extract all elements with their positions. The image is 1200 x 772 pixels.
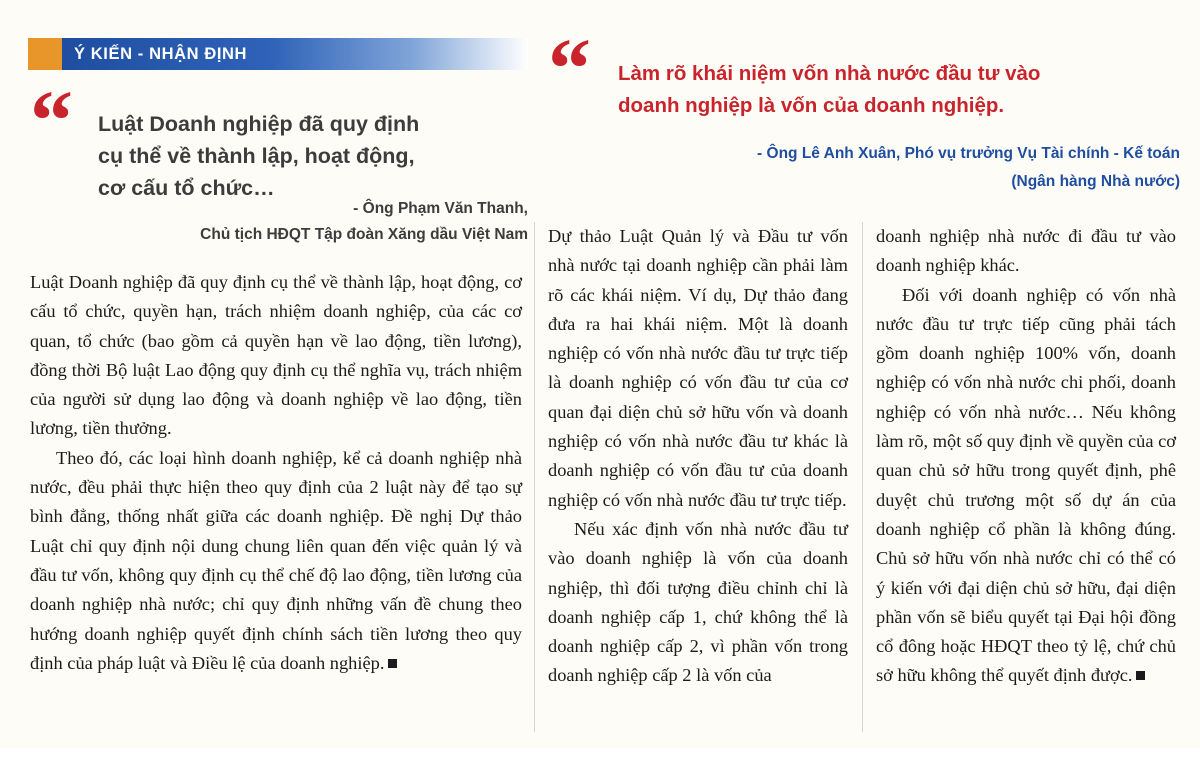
paragraph: Luật Doanh nghiệp đã quy định cụ thể về thành lập, hoạt động, cơ cấu tổ chức, quyền hạn, trách nhiệm doanh nghiệp, của các cơ quan, tổ chức (bao gồm cả quyền hạn về lao động, tiền lương), đồng thời Bộ luật Lao động quy định cụ thể nghĩa vụ, trách nhiệm của người sử dụng lao động và doanh nghiệp về lao động, tiền lương, tiền thưởng.	[30, 272, 522, 439]
paragraph: Dự thảo Luật Quản lý và Đầu tư vốn nhà nước tại doanh nghiệp cần phải làm rõ các khái niệm. Ví dụ, Dự thảo đang đưa ra hai khái niệm. Một là doanh nghiệp có vốn nhà nước đầu tư trực tiếp là doanh nghiệp có vốn đầu tư của cơ quan đại diện chủ sở hữu vốn và doanh nghiệp có vốn nhà nước đầu tư khác là doanh nghiệp có vốn đầu tư của doanh nghiệp có vốn nhà nước đầu tư trực tiếp.	[548, 226, 848, 510]
left-byline-role: Chủ tịch HĐQT Tập đoàn Xăng dầu Việt Nam	[200, 226, 528, 243]
paragraph-text: Đối với doanh nghiệp có vốn nhà nước đầu tư trực tiếp cũng phải tách gồm doanh nghiệp 100% vốn, doanh nghiệp có vốn nhà nước chi phối, doanh nghiệp có vốn nhà nước… Nếu không làm rõ, một số quy định về quyền của cơ quan chủ sở hữu trong quyết định, phê duyệt chủ trương một số dự án của doanh nghiệp cổ phần là không đúng. Chủ sở hữu vốn nhà nước chỉ có thể có ý kiến với đại diện chủ sở hữu, đại diện phần vốn sẽ biểu quyết tại Đại hội đồng cổ đông hoặc HĐQT theo tỷ lệ, chứ chủ sở hữu không thể quyết định được.	[876, 284, 1176, 686]
left-article-byline	[98, 196, 528, 248]
quote-mark-icon-left: “	[30, 72, 69, 168]
left-headline-line-1: Luật Doanh nghiệp đã quy định	[98, 112, 420, 136]
paragraph: Nếu xác định vốn nhà nước đầu tư vào doanh nghiệp là vốn của doanh nghiệp, thì đối tượng điều chỉnh chỉ là doanh nghiệp cấp 1, chứ không thể là doanh nghiệp cấp 2, vì phần vốn trong doanh nghiệp cấp 2 là vốn của	[548, 518, 848, 686]
right-article-byline	[640, 140, 1180, 196]
left-headline-line-2: cụ thể về thành lập, hoạt động,	[98, 144, 415, 168]
left-headline-line-3: cơ cấu tổ chức…	[98, 176, 275, 200]
right-article-headline	[618, 58, 1178, 122]
right-headline-line-2: doanh nghiệp là vốn của doanh nghiệp.	[618, 94, 1005, 117]
section-kicker	[28, 38, 528, 70]
paragraph: doanh nghiệp nhà nước đi đầu tư vào doanh nghiệp khác.	[876, 226, 1176, 276]
left-article-headline	[98, 108, 518, 204]
right-article-body-column-1	[548, 222, 848, 691]
kicker-orange-block	[28, 38, 62, 70]
column-divider-1	[534, 222, 535, 732]
left-byline-name: - Ông Phạm Văn Thanh,	[353, 200, 528, 217]
right-byline-name: - Ông Lê Anh Xuân, Phó vụ trưởng Vụ Tài chính - Kế toán	[757, 145, 1180, 162]
right-article-body-column-2	[876, 222, 1176, 691]
paragraph	[30, 444, 522, 678]
end-of-article-mark	[1136, 671, 1145, 680]
paragraph-text: Theo đó, các loại hình doanh nghiệp, kể cả doanh nghiệp nhà nước, đều phải thực hiện theo quy định của 2 luật này để tạo sự bình đẳng, thống nhất giữa các doanh nghiệp. Đề nghị Dự thảo Luật chỉ quy định nội dung chung liên quan đến việc quản lý và đầu tư vốn, không quy định cụ thể chế độ lao động, tiền lương của doanh nghiệp nhà nước; chỉ quy định những vấn đề chung theo hướng doanh nghiệp quyết định chính sách tiền lương theo quy định của pháp luật và Điều lệ của doanh nghiệp.	[30, 447, 522, 673]
kicker-gradient-bar	[62, 38, 528, 70]
kicker-label: Ý KIẾN - NHẬN ĐỊNH	[74, 44, 248, 63]
left-article-body	[30, 268, 522, 678]
column-divider-2	[862, 222, 863, 732]
right-byline-role: (Ngân hàng Nhà nước)	[1011, 173, 1180, 190]
right-headline-line-1: Làm rõ khái niệm vốn nhà nước đầu tư vào	[618, 62, 1041, 85]
page-bottom-margin	[0, 748, 1200, 772]
paragraph	[876, 281, 1176, 691]
quote-mark-icon-right: “	[548, 20, 587, 116]
end-of-article-mark	[388, 659, 397, 668]
